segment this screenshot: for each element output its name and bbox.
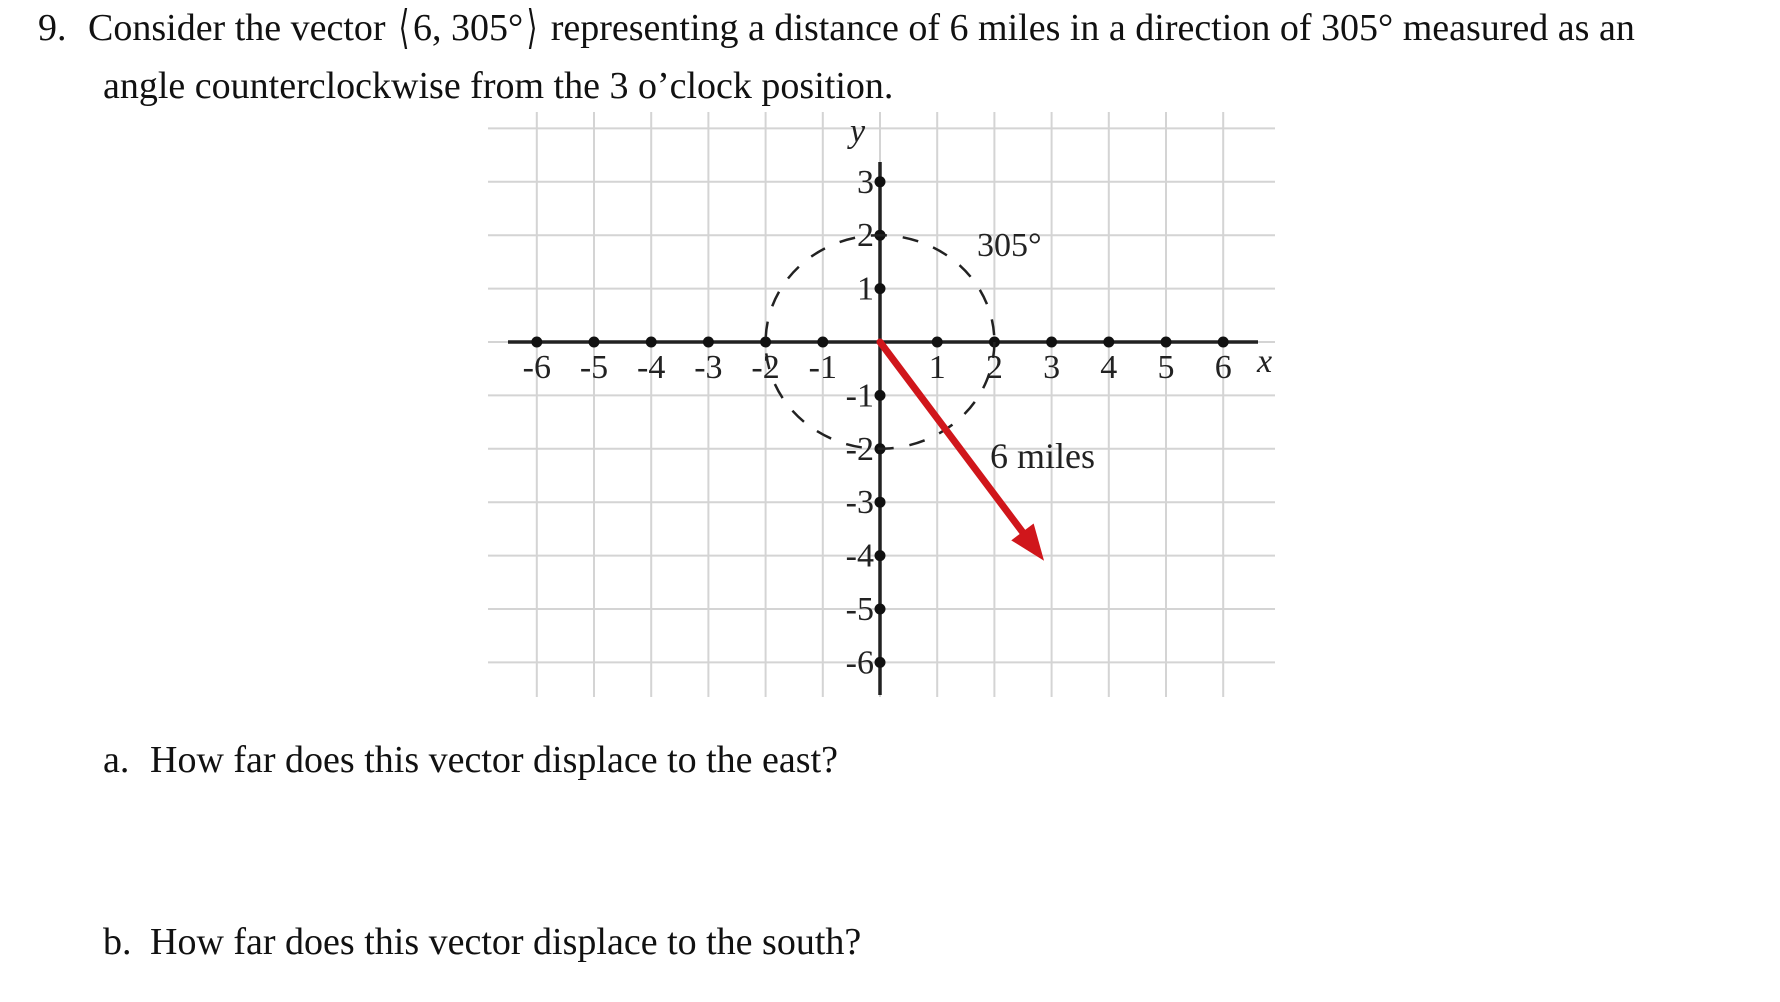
x-tick-dot [1161, 337, 1172, 348]
y-tick-dot [875, 176, 886, 187]
problem-number: 9. [38, 7, 67, 49]
x-tick-dot [1046, 337, 1057, 348]
y-tick-label: 3 [857, 163, 874, 201]
vector-notation: 6, 305° [413, 7, 524, 49]
x-axis-label: x [1257, 343, 1273, 380]
x-tick-dot [1218, 337, 1229, 348]
question-a-label: a. [103, 739, 130, 781]
vector-open-bracket: ⟨ [398, 2, 410, 53]
x-tick-label: 3 [1043, 349, 1061, 386]
axes [508, 162, 1258, 695]
y-tick-label: -5 [845, 591, 874, 628]
x-tick-label: -3 [694, 349, 723, 386]
y-tick-label: 1 [857, 270, 874, 308]
problem-text-intro: Consider the vector [88, 7, 396, 49]
y-tick-label: -1 [845, 377, 874, 415]
problem-text-rest: representing a distance of 6 miles in a direction of 305° measured as an [541, 7, 1635, 49]
question-b-label: b. [103, 921, 132, 963]
question-b-text: How far does this vector displace to the south? [150, 921, 862, 963]
y-tick-dot [875, 604, 886, 615]
x-tick-label: -6 [522, 349, 551, 386]
graph-labels [523, 113, 1272, 681]
y-tick-dot [875, 550, 886, 561]
problem-statement-line-2: angle counterclockwise from the 3 o’clock position. [103, 65, 894, 107]
x-tick-dot [703, 337, 714, 348]
y-tick-label: -3 [845, 484, 874, 522]
x-tick-label: -2 [751, 349, 780, 386]
x-tick-label: -1 [808, 349, 837, 386]
x-tick-label: 6 [1214, 349, 1232, 386]
vector-length-label: 6 miles [990, 436, 1095, 476]
x-tick-label: 5 [1157, 349, 1175, 386]
question-b [103, 920, 861, 964]
y-tick-label: -6 [845, 644, 874, 682]
x-tick-dot [760, 337, 771, 348]
x-tick-label: 4 [1100, 349, 1118, 386]
y-tick-dot [875, 283, 886, 294]
x-tick-label: -5 [579, 349, 609, 386]
x-tick-label: 2 [985, 349, 1003, 386]
question-a-text: How far does this vector displace to the east? [150, 739, 838, 781]
y-tick-label: -2 [845, 430, 874, 468]
y-axis-label: y [850, 113, 866, 150]
x-tick-dot [1103, 337, 1114, 348]
question-a [103, 738, 838, 782]
y-tick-dot [875, 390, 886, 401]
vector-close-bracket: ⟩ [526, 2, 538, 53]
y-tick-dot [875, 657, 886, 668]
x-tick-label: 1 [928, 349, 946, 386]
x-tick-label: -4 [637, 349, 666, 386]
angle-label: 305° [977, 227, 1042, 264]
x-tick-dot [531, 337, 542, 348]
y-tick-label: -4 [845, 537, 874, 575]
x-tick-dot [817, 337, 828, 348]
x-tick-dot [589, 337, 600, 348]
x-tick-dot [646, 337, 657, 348]
y-tick-dot [875, 497, 886, 508]
x-tick-dot [932, 337, 943, 348]
y-tick-label: 2 [857, 217, 874, 255]
